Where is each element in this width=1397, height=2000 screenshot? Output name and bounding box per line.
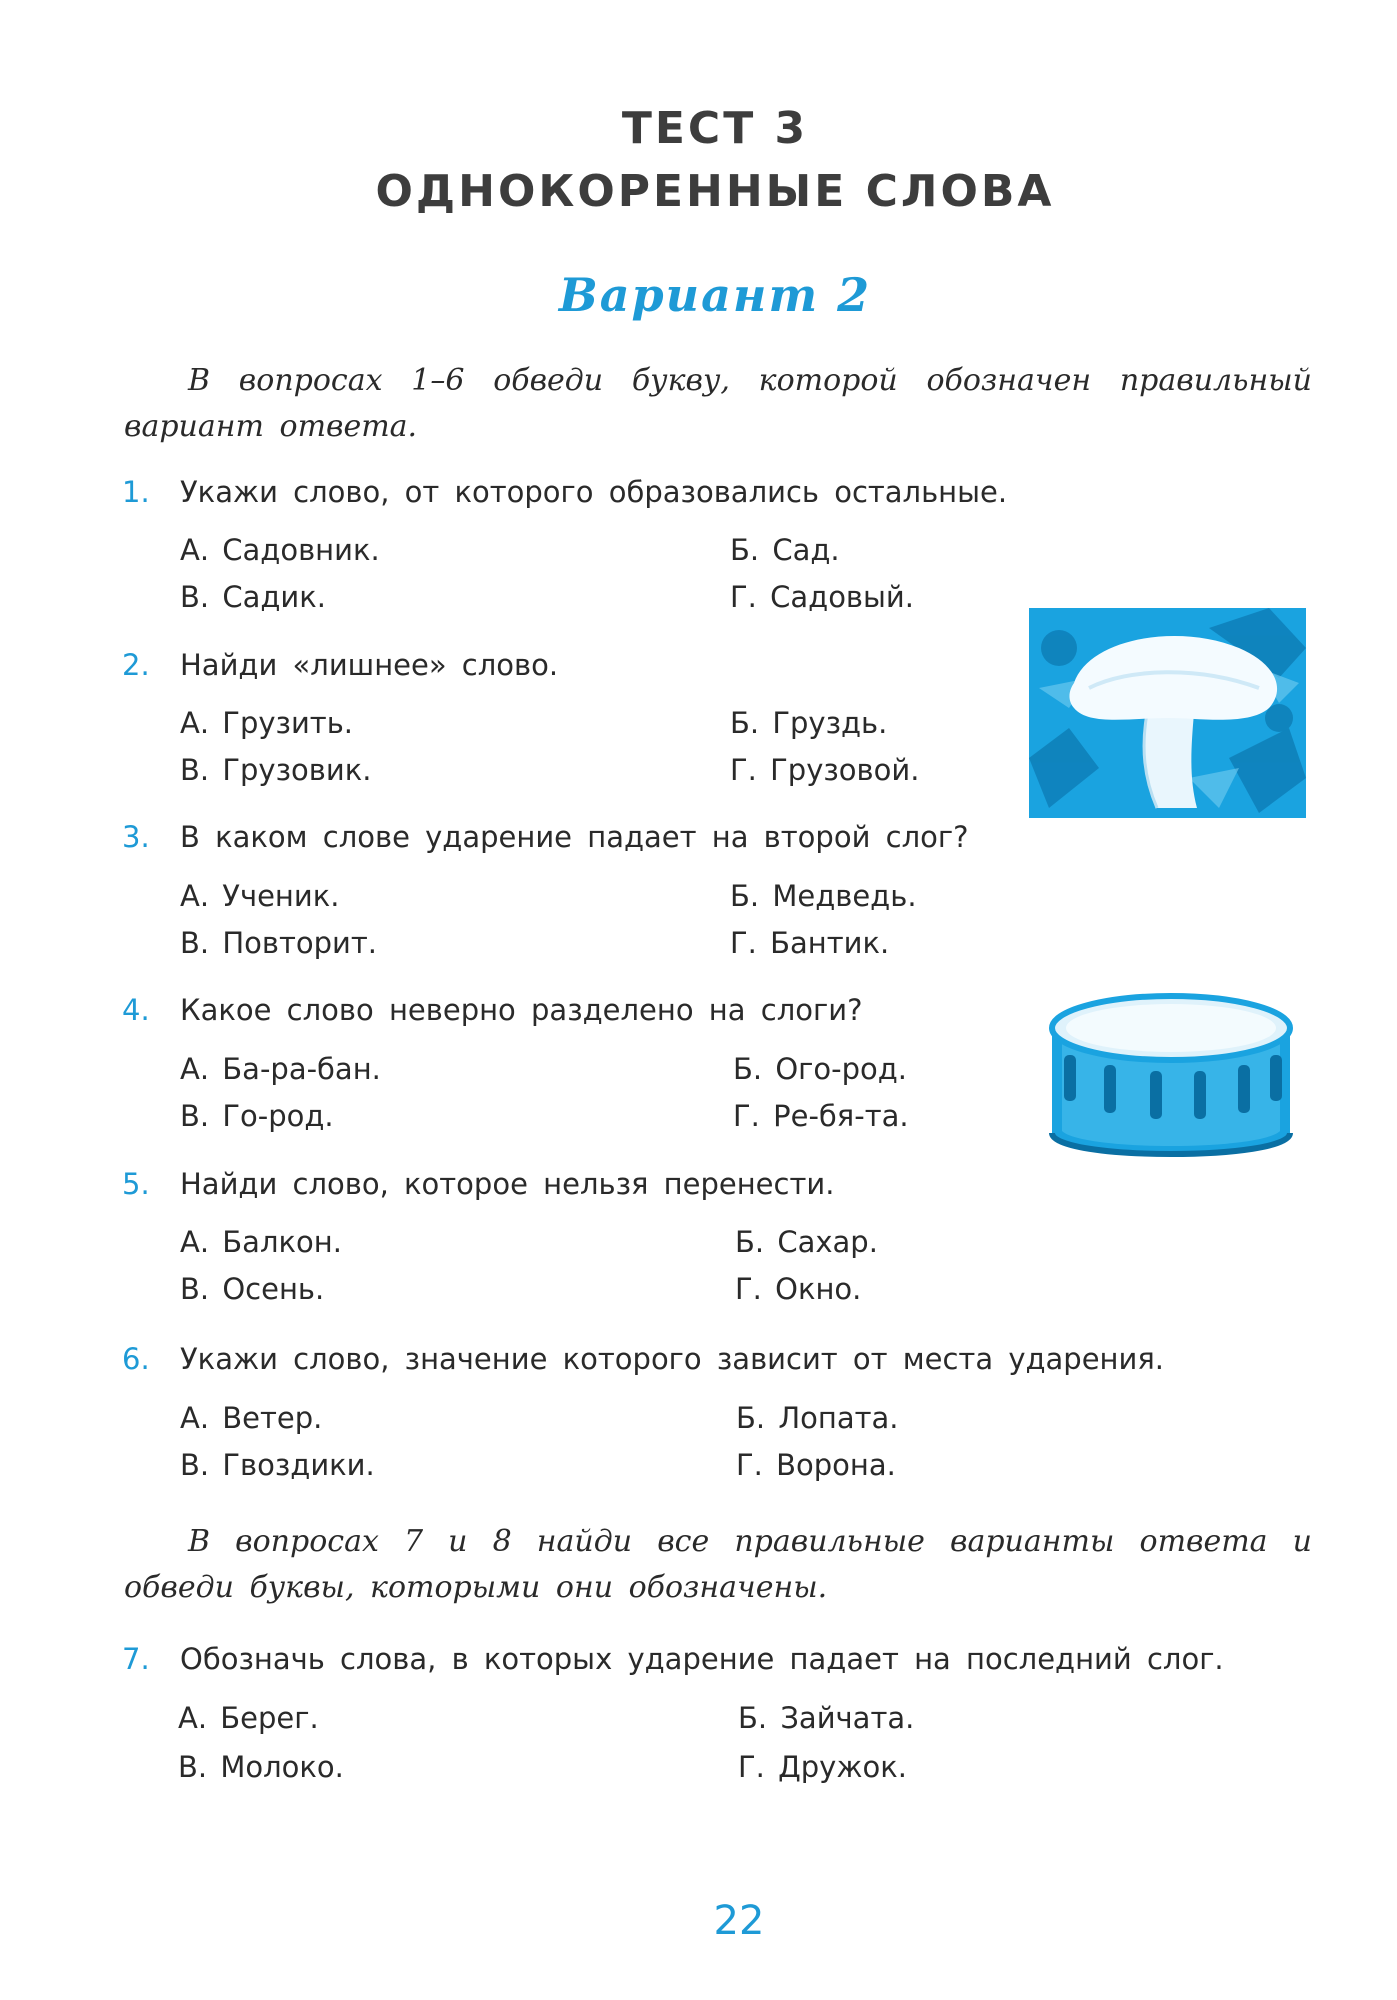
instruction-2: В вопросах 7 и 8 найди все правильные варианты ответа и обведи буквы, которыми они обозначены. [124,1524,1312,1605]
option-b[interactable]: Б. Лопата. [736,1401,899,1435]
option-a[interactable]: А. Балкон. [180,1225,342,1259]
option-b[interactable]: Б. Ого-род. [733,1052,908,1086]
option-g[interactable]: Г. Садовый. [730,580,914,614]
question-text: Укажи слово, значение которого зависит от места ударения. [180,1342,1165,1376]
option-g[interactable]: Г. Окно. [735,1272,862,1306]
option-v[interactable]: В. Повторит. [180,926,377,960]
option-v[interactable]: В. Го-род. [180,1099,334,1133]
option-a[interactable]: А. Грузить. [180,706,354,740]
question-number: 4. [122,993,150,1027]
question-number: 1. [122,475,150,509]
option-g[interactable]: Г. Дружок. [738,1750,907,1784]
option-g[interactable]: Г. Ре-бя-та. [733,1099,909,1133]
option-a[interactable]: А. Садовник. [180,533,380,567]
option-a[interactable]: А. Ученик. [180,879,340,913]
option-b[interactable]: Б. Сад. [730,533,840,567]
question-number: 2. [122,648,150,682]
question-text: Найди слово, которое нельзя перенести. [180,1167,835,1201]
option-v[interactable]: В. Гвоздики. [180,1448,375,1482]
option-g[interactable]: Г. Грузовой. [730,753,920,787]
option-v[interactable]: В. Садик. [180,580,326,614]
question-text: Какое слово неверно разделено на слоги? [180,993,863,1027]
option-b[interactable]: Б. Медведь. [730,879,917,913]
question-text: В каком слове ударение падает на второй слог? [180,820,969,854]
instruction-1: В вопросах 1–6 обведи букву, которой обозначен правильный вариант ответа. [124,363,1312,444]
page-number: 22 [713,1898,765,1944]
question-number: 5. [122,1167,150,1201]
question-number: 3. [122,820,150,854]
question-text: Укажи слово, от которого образовались остальные. [180,475,1008,509]
option-v[interactable]: В. Молоко. [178,1750,344,1784]
variant-heading: Вариант 2 [558,268,872,322]
question-number: 7. [122,1642,150,1676]
question-number: 6. [122,1342,150,1376]
topic-title: ОДНОКОРЕННЫЕ СЛОВА [375,166,1055,217]
question-text: Найди «лишнее» слово. [180,648,559,682]
option-a[interactable]: А. Ветер. [180,1401,323,1435]
option-b[interactable]: Б. Зайчата. [738,1701,915,1735]
drum-photo [1042,983,1300,1178]
option-a[interactable]: А. Берег. [178,1701,319,1735]
option-v[interactable]: В. Грузовик. [180,753,372,787]
option-b[interactable]: Б. Груздь. [730,706,888,740]
option-g[interactable]: Г. Ворона. [736,1448,896,1482]
option-g[interactable]: Г. Бантик. [730,926,890,960]
option-a[interactable]: А. Ба-ра-бан. [180,1052,381,1086]
question-text: Обозначь слова, в которых ударение падает на последний слог. [180,1642,1224,1676]
mushroom-photo [1029,608,1306,818]
option-v[interactable]: В. Осень. [180,1272,325,1306]
option-b[interactable]: Б. Сахар. [735,1225,878,1259]
test-label: ТЕСТ 3 [621,103,809,154]
